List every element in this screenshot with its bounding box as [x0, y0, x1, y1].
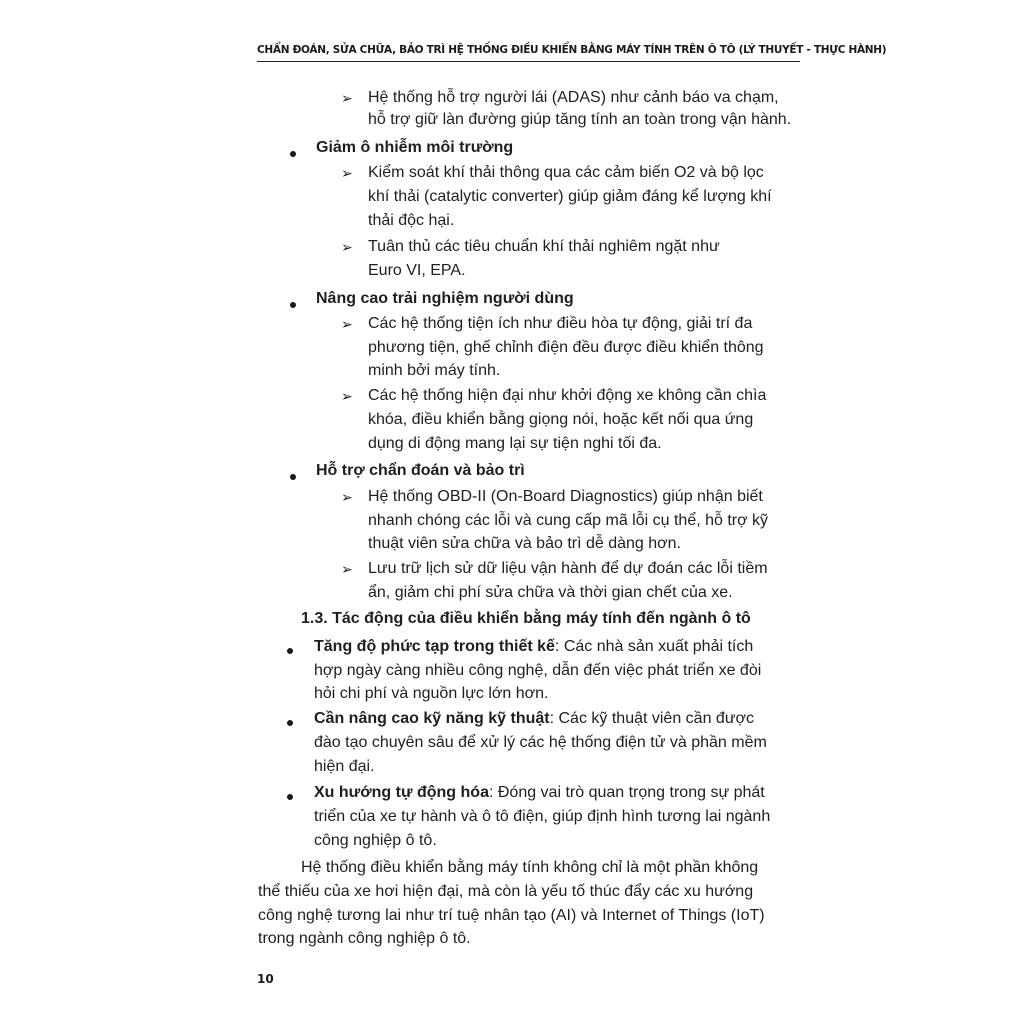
text-line: Euro VI, EPA.	[368, 262, 466, 279]
bullet-dot-icon	[287, 648, 293, 654]
text-line: Kiểm soát khí thải thông qua các cảm biến O2 và bộ lọc	[368, 164, 764, 181]
text-line	[314, 637, 753, 657]
paragraph-line: công nghệ tương lai như trí tuệ nhân tạo (AI) và Internet of Things (IoT)	[258, 907, 765, 924]
arrow-bullet-icon: ➢	[341, 316, 353, 332]
paragraph-line: trong ngành công nghiệp ô tô.	[258, 930, 471, 947]
text-line: triển của xe tự hành và ô tô điện, giúp định hình tương lai ngành	[314, 808, 771, 825]
text-line	[314, 709, 754, 729]
text-line: Hệ thống OBD-II (On-Board Diagnostics) giúp nhận biết	[368, 488, 763, 505]
section-heading: Hỗ trợ chẩn đoán và bảo trì	[316, 462, 525, 479]
text-line: công nghiệp ô tô.	[314, 832, 437, 849]
text-line: Tuân thủ các tiêu chuẩn khí thải nghiêm ngặt như	[368, 238, 720, 255]
page-number: 10	[257, 972, 274, 986]
definition: : Các kỹ thuật viên cần được	[549, 710, 755, 727]
text-line: hợp ngày càng nhiều công nghệ, dẫn đến việc phát triển xe đòi	[314, 662, 762, 679]
text-line: nhanh chóng các lỗi và cung cấp mã lỗi cụ thể, hỗ trợ kỹ	[368, 512, 769, 529]
text-line: Các hệ thống tiện ích như điều hòa tự động, giải trí đa	[368, 315, 753, 332]
text-line: đào tạo chuyên sâu để xử lý các hệ thống điện tử và phần mềm	[314, 734, 767, 751]
text-line: hỗ trợ giữ làn đường giúp tăng tính an toàn trong vận hành.	[368, 111, 792, 128]
paragraph-line: thể thiếu của xe hơi hiện đại, mà còn là yếu tố thúc đẩy các xu hướng	[258, 883, 754, 900]
text-line: ẩn, giảm chi phí sửa chữa và thời gian chết của xe.	[368, 584, 733, 601]
header-rule	[257, 61, 800, 62]
definition: : Đóng vai trò quan trọng trong sự phát	[488, 784, 765, 801]
paragraph-line: Hệ thống điều khiển bằng máy tính không chỉ là một phần không	[301, 859, 759, 876]
bullet-dot-icon	[287, 720, 293, 726]
section-heading: Nâng cao trải nghiệm người dùng	[316, 290, 574, 307]
arrow-bullet-icon: ➢	[341, 239, 353, 255]
arrow-bullet-icon: ➢	[341, 561, 353, 577]
text-line: dụng di động mang lại sự tiện nghi tối đa.	[368, 435, 662, 452]
arrow-bullet-icon: ➢	[341, 388, 353, 404]
definition: : Các nhà sản xuất phải tích	[554, 638, 754, 655]
arrow-bullet-icon: ➢	[341, 165, 353, 181]
bullet-dot-icon	[287, 794, 293, 800]
text-line: Lưu trữ lịch sử dữ liệu vận hành để dự đoán các lỗi tiềm	[368, 560, 768, 577]
term: Tăng độ phức tạp trong thiết kế	[314, 638, 555, 655]
text-line: Các hệ thống hiện đại như khởi động xe không cần chìa	[368, 387, 767, 404]
running-header: CHẨN ĐOÁN, SỬA CHỮA, BẢO TRÌ HỆ THỐNG ĐIỀU KHIỂN BẰNG MÁY TÍNH TRÊN Ô TÔ (LÝ THUYẾT - THỰC HÀNH)	[257, 44, 887, 56]
text-line: khóa, điều khiển bằng giọng nói, hoặc kết nối qua ứng	[368, 411, 754, 428]
text-line: minh bởi máy tính.	[368, 362, 501, 379]
bullet-dot-icon	[290, 302, 296, 308]
text-line: thuật viên sửa chữa và bảo trì dễ dàng hơn.	[368, 535, 681, 552]
text-line: hỏi chi phí và nguồn lực lớn hơn.	[314, 685, 549, 702]
term: Cần nâng cao kỹ năng kỹ thuật	[314, 710, 550, 727]
text-line: thải độc hại.	[368, 212, 455, 229]
bullet-dot-icon	[290, 151, 296, 157]
text-line: phương tiện, ghế chỉnh điện đều được điều khiển thông	[368, 339, 764, 356]
arrow-bullet-icon: ➢	[341, 90, 353, 106]
text-line: khí thải (catalytic converter) giúp giảm đáng kể lượng khí	[368, 188, 772, 205]
arrow-bullet-icon: ➢	[341, 489, 353, 505]
term: Xu hướng tự động hóa	[314, 784, 489, 801]
section-heading: Giảm ô nhiễm môi trường	[316, 139, 514, 156]
text-line: Hệ thống hỗ trợ người lái (ADAS) như cảnh báo va chạm,	[368, 89, 779, 106]
subsection-heading: 1.3. Tác động của điều khiển bằng máy tính đến ngành ô tô	[301, 610, 751, 627]
text-line	[314, 783, 765, 803]
text-line: hiện đại.	[314, 758, 375, 775]
bullet-dot-icon	[290, 474, 296, 480]
